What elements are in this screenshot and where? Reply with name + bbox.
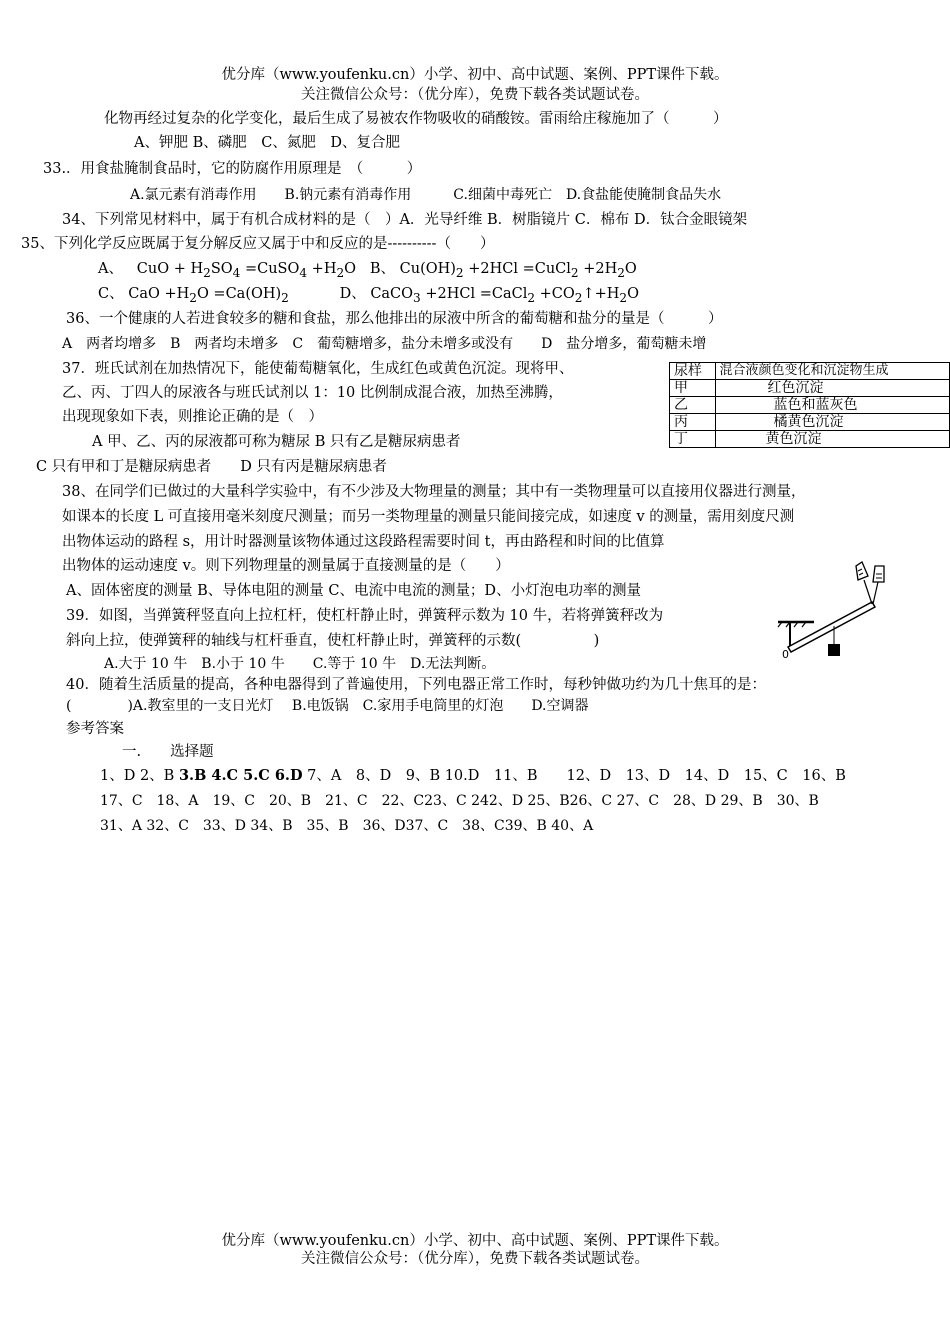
q40-line-1: 40．随着生活质量的提高，各种电器得到了普遍使用，下列电器正常工作时，每秒钟做功约为几十焦耳的是： [66, 677, 766, 693]
q40-line-2: ( )A.教室里的一支日光灯 B.电饭锅 C.家用手电筒里的灯泡 D.空调器 [66, 698, 589, 714]
answers-row-2-part-c: C [413, 793, 425, 809]
q37-line-2: 乙、丙、丁四人的尿液各与班氏试剂以 1：10 比例制成混合液，加热至沸腾， [62, 385, 563, 401]
q37-result-table [669, 362, 950, 448]
table-row [670, 414, 950, 431]
header-line-1: 优分库（www.youfenku.cn）小学、初中、高中试题、案例、PPT课件下载。 [221, 67, 729, 83]
pivot-label: 0 [782, 648, 789, 661]
q32-options: A、钾肥 B、磷肥 C、氮肥 D、复合肥 [134, 135, 400, 151]
q39-line-2: 斜向上拉，使弹簧秤的轴线与杠杆垂直，使杠杆静止时，弹簧秤的示数( ) [66, 633, 600, 649]
table-row-value: 黄色沉淀 [715, 431, 949, 448]
q38-line-4: 出物体的运动速度 v。则下列物理量的测量属于直接测量的是（ ） [62, 558, 510, 574]
table-row-value: 橘黄色沉淀 [715, 414, 949, 431]
table-header-value: 混合液颜色变化和沉淀物生成 [715, 363, 949, 380]
footer-line-1: 优分库（www.youfenku.cn）小学、初中、高中试题、案例、PPT课件下载。 [221, 1233, 729, 1249]
q38-line-2: 如课本的长度 L 可直接用毫米刻度尺测量；而另一类物理量的测量只能间接完成，如速度 v 的测量，需用刻度尺测 [62, 509, 795, 525]
q39-options: A.大于 10 牛 B.小于 10 牛 C.等于 10 牛 D.无法判断。 [104, 656, 496, 672]
answers-row-2-part-b: 23、C 242、D 25、B26、C 27、C 28、D 29、B 30、B [424, 793, 819, 809]
q35-option-a-label: A、 [98, 261, 123, 277]
q38-line-1: 38、在同学们已做过的大量科学实验中，有不少涉及大物理量的测量；其中有一类物理量可以直接用仪器进行测量， [62, 484, 806, 500]
q35-option-c-equation: CaO $+H_2O =Ca(OH)_2$ [128, 286, 289, 305]
answers-row-1-part-b: 7、A 8、D 9、B 10.D 11、B 12、D 13、D 14、D 15、C 16、B [302, 768, 846, 784]
table-row-key: 丙 [670, 414, 716, 431]
table-row-key: 丁 [670, 431, 716, 448]
q35-option-d-equation: CaCO$_3$ +2HCl =CaCl$_2$ $+CO_2↑+H_2O$ [370, 286, 639, 305]
table-row-key: 乙 [670, 397, 716, 414]
table-row [670, 397, 950, 414]
q36-stem: 36、一个健康的人若进食较多的糖和食盐，那么他排出的尿液中所含的葡萄糖和盐分的量是（ ） [66, 311, 723, 327]
q35-stem: 35、下列化学反应既属于复分解反应又属于中和反应的是----------（ ） [21, 236, 495, 252]
q37-line-1: 37．班氏试剂在加热情况下，能使葡萄糖氧化，生成红色或黄色沉淀。现将甲、 [62, 361, 574, 377]
footer-line-2: 关注微信公众号：（优分库），免费下载各类试题试卷。 [301, 1251, 649, 1267]
q39-line-1: 39．如图，当弹簧秤竖直向上拉杠杆，使杠杆静止时，弹簧秤示数为 10 牛，若将弹簧秤改为 [66, 608, 664, 624]
answers-row-1 [100, 767, 846, 785]
table-row-value: 红色沉淀 [715, 380, 949, 397]
q35-options-cd [98, 285, 639, 307]
lever-figure [772, 560, 902, 664]
q35-options-ab [98, 260, 637, 282]
q34-stem: 34、下列常见材料中，属于有机合成材料的是（ ）A．光导纤维 B．树脂镜片 C．棉布 D．钛合金眼镜架 [62, 212, 748, 228]
q33-options: A.氯元素有消毒作用 B.钠元素有消毒作用 C.细菌中毒死亡 D.食盐能使腌制食品失水 [130, 187, 722, 203]
answers-title: 参考答案 [66, 721, 124, 737]
q35-option-c-label: C、 [98, 286, 124, 302]
q32-continuation: 化物再经过复杂的化学变化，最后生成了易被农作物吸收的硝酸铵。雷雨给庄稼施加了（ ） [104, 111, 728, 127]
answers-section: 一. 选择题 [122, 744, 214, 760]
answers-row-3-part-b: 39、B 40、A [504, 818, 594, 834]
q35-option-a-equation: CuO + $H_2SO_4$ =CuSO$_4$ $+H_2O$ [127, 261, 366, 280]
table-row-key: 甲 [670, 380, 716, 397]
q36-options: A 两者均增多 B 两者均未增多 C 葡萄糖增多，盐分未增多或没有 D 盐分增多，葡萄糖未增 [62, 336, 707, 352]
header-line-2: 关注微信公众号：（优分库），免费下载各类试题试卷。 [301, 87, 649, 103]
q35-option-d-label: D、 [339, 286, 366, 302]
spring-scale-icon [856, 562, 884, 604]
q38-line-3: 出物体运动的路程 s，用计时器测量该物体通过这段路程需要时间 t，再由路程和时间的比值算 [62, 534, 665, 550]
answers-row-3 [100, 817, 593, 835]
q37-options-ab: A 甲、乙、丙的尿液都可称为糖尿 B 只有乙是糖尿病患者 [92, 434, 461, 450]
table-row [670, 380, 950, 397]
answers-row-2-part-a: 17、C 18、A 19、C 20、B 21、C 22、 [100, 793, 414, 809]
answers-row-1-bold: 3.B 4.C 5.C 6.D [178, 767, 303, 784]
table-row [670, 431, 950, 448]
table-header-row [670, 363, 950, 380]
answers-row-3-part-c: C [493, 818, 505, 834]
q35-option-b-equation: $Cu(OH)_2 +2HCl$ =CuCl$_2$ $+2H_2O$ [399, 261, 637, 280]
q38-options: A、固体密度的测量 B、导体电阻的测量 C、电流中电流的测量；D、小灯泡电功率的测量 [66, 583, 642, 599]
q37-options-cd: C 只有甲和丁是糖尿病患者 D 只有丙是糖尿病患者 [36, 459, 387, 475]
answers-row-2 [100, 792, 819, 810]
q33-stem: 33.．用食盐腌制食品时，它的防腐作用原理是 （ ） [43, 161, 422, 177]
answers-row-1-part-a: 1、D 2、B [100, 768, 179, 784]
answers-row-3-part-a: 31、A 32、C 33、D 34、B 35、B 36、D37、C 38、 [100, 818, 494, 834]
table-header-key: 尿样 [670, 363, 716, 380]
q37-line-3: 出现现象如下表，则推论正确的是（ ） [62, 409, 323, 425]
table-row-value: 蓝色和蓝灰色 [715, 397, 949, 414]
q35-option-b-label: B、 [369, 261, 396, 277]
